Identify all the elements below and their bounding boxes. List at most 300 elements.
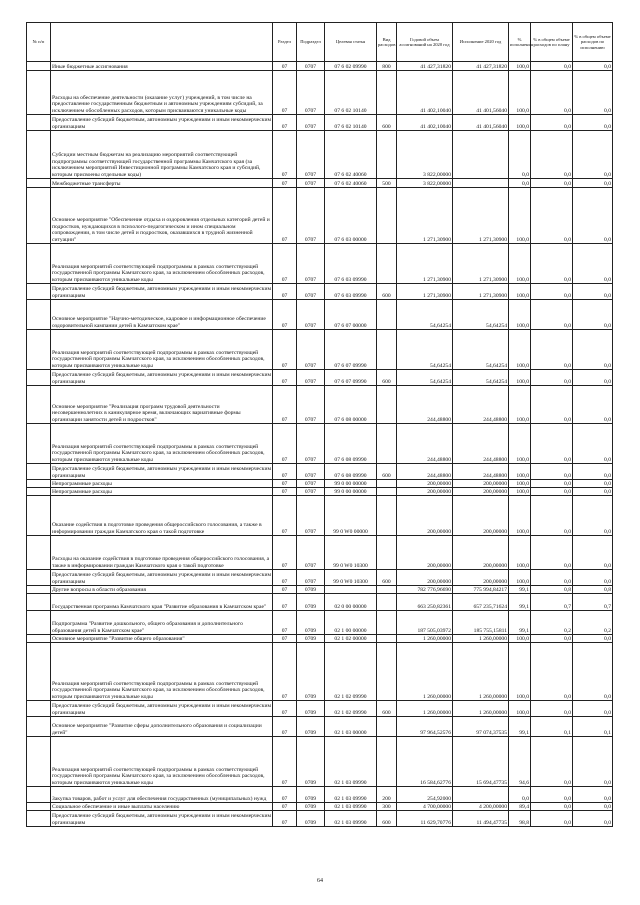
cell-target: 07 6 03 09990 xyxy=(325,284,377,300)
cell-podrazdel: 0709 xyxy=(297,803,325,811)
cell-num xyxy=(27,635,51,643)
cell-num xyxy=(27,300,51,330)
cell-share-exec: 0,0 xyxy=(573,811,613,827)
cell-vid xyxy=(377,488,397,496)
cell-num xyxy=(27,179,51,188)
cell-executed: 41 401,56040 xyxy=(453,115,509,131)
cell-share-plan: 0,0 xyxy=(531,635,573,643)
cell-executed xyxy=(453,787,509,803)
cell-num xyxy=(27,611,51,635)
cell-executed: 54,64254 xyxy=(453,370,509,386)
cell-podrazdel: 0707 xyxy=(297,496,325,536)
table-row xyxy=(27,62,613,71)
cell-pct: 100,0 xyxy=(509,284,531,300)
cell-num xyxy=(27,803,51,811)
cell-name: Закупка товаров, работ и услуг для обеспечения государственных (муниципальных) нужд xyxy=(51,787,273,803)
cell-target: 02 1 03 09990 xyxy=(325,803,377,811)
cell-razdel: 07 xyxy=(273,71,297,115)
cell-annual: 3 822,00000 xyxy=(397,179,453,188)
cell-vid xyxy=(377,71,397,115)
cell-num xyxy=(27,594,51,611)
header-podrazdel: Подраздел xyxy=(297,23,325,62)
cell-vid xyxy=(377,244,397,284)
cell-share-exec: 0,0 xyxy=(573,480,613,488)
cell-pct: 100,0 xyxy=(509,424,531,464)
cell-annual: 54,64254 xyxy=(397,370,453,386)
cell-share-exec: 0,0 xyxy=(573,488,613,496)
cell-share-plan: 0,0 xyxy=(531,787,573,803)
cell-share-exec: 0,0 xyxy=(573,284,613,300)
cell-executed: 200,00000 xyxy=(453,570,509,586)
cell-num xyxy=(27,131,51,179)
cell-vid xyxy=(377,300,397,330)
cell-name: Предоставление субсидий бюджетным, автономным учреждениям и иным некоммерческим организациям xyxy=(51,115,273,131)
header-pct: % исполнения xyxy=(509,23,531,62)
cell-target: 99 0 00 00000 xyxy=(325,488,377,496)
cell-share-exec: 0,0 xyxy=(573,115,613,131)
table-row xyxy=(27,179,613,188)
cell-target: 99 0 00 00000 xyxy=(325,480,377,488)
cell-target: 02 1 00 00000 xyxy=(325,611,377,635)
cell-pct: 100,0 xyxy=(509,188,531,244)
cell-share-exec: 0,0 xyxy=(573,701,613,717)
cell-razdel: 07 xyxy=(273,464,297,480)
cell-razdel: 07 xyxy=(273,480,297,488)
table-row xyxy=(27,71,613,115)
cell-num xyxy=(27,386,51,424)
cell-annual: 244,48800 xyxy=(397,424,453,464)
cell-num xyxy=(27,737,51,787)
cell-share-plan: 0,0 xyxy=(531,424,573,464)
cell-target: 07 6 03 09990 xyxy=(325,244,377,284)
cell-vid: 600 xyxy=(377,115,397,131)
cell-podrazdel: 0709 xyxy=(297,586,325,594)
cell-share-plan: 0,2 xyxy=(531,611,573,635)
cell-podrazdel: 0707 xyxy=(297,464,325,480)
cell-num xyxy=(27,62,51,71)
cell-target: 99 0 W0 10300 xyxy=(325,536,377,570)
cell-num xyxy=(27,188,51,244)
table-row xyxy=(27,284,613,300)
cell-target: 99 0 W0 10300 xyxy=(325,570,377,586)
cell-razdel: 07 xyxy=(273,586,297,594)
cell-name: Основное мероприятие "Научно-методическое, кадровое и информационное обеспечение оздоровительной кампании детей в Камчатском крае" xyxy=(51,300,273,330)
cell-name: Основное мероприятие "Реализация программ трудовой деятельности несовершеннолетних в каникулярное время, включающих вариативные формы организации занятости детей и подростков" xyxy=(51,386,273,424)
cell-razdel: 07 xyxy=(273,424,297,464)
cell-pct: 98,8 xyxy=(509,811,531,827)
cell-share-plan: 0,0 xyxy=(531,131,573,179)
cell-share-plan: 0,0 xyxy=(531,115,573,131)
cell-annual: 1 260,00000 xyxy=(397,701,453,717)
cell-executed xyxy=(453,179,509,188)
header-executed: Исполнение 2020 год xyxy=(453,23,509,62)
cell-share-exec: 0,0 xyxy=(573,803,613,811)
cell-vid xyxy=(377,594,397,611)
cell-pct: 100,0 xyxy=(509,480,531,488)
cell-razdel: 07 xyxy=(273,488,297,496)
cell-razdel: 07 xyxy=(273,179,297,188)
cell-vid xyxy=(377,188,397,244)
cell-podrazdel: 0707 xyxy=(297,300,325,330)
cell-vid: 600 xyxy=(377,570,397,586)
cell-vid: 600 xyxy=(377,701,397,717)
table-row xyxy=(27,635,613,643)
cell-razdel: 07 xyxy=(273,787,297,803)
cell-num xyxy=(27,330,51,370)
cell-name: Государственная программа Камчатского края "Развитие образования в Камчатском крае" xyxy=(51,594,273,611)
cell-share-plan: 0,0 xyxy=(531,179,573,188)
cell-target: 07 6 07 09990 xyxy=(325,330,377,370)
cell-name: Иные бюджетные ассигнования xyxy=(51,62,273,71)
cell-vid: 600 xyxy=(377,370,397,386)
cell-executed: 41 401,56040 xyxy=(453,71,509,115)
cell-annual: 187 505,03972 xyxy=(397,611,453,635)
table-row xyxy=(27,611,613,635)
cell-executed: 1 271,30900 xyxy=(453,244,509,284)
cell-executed: 185 755,15811 xyxy=(453,611,509,635)
cell-share-plan: 0,0 xyxy=(531,284,573,300)
cell-executed: 244,48800 xyxy=(453,386,509,424)
cell-share-exec: 0,0 xyxy=(573,188,613,244)
cell-razdel: 07 xyxy=(273,188,297,244)
cell-target: 07 6 07 09990 xyxy=(325,370,377,386)
cell-vid xyxy=(377,386,397,424)
cell-pct: 100,0 xyxy=(509,701,531,717)
cell-pct: 0,0 xyxy=(509,787,531,803)
cell-pct: 100,0 xyxy=(509,643,531,701)
cell-executed: 4 200,00000 xyxy=(453,803,509,811)
cell-podrazdel: 0707 xyxy=(297,330,325,370)
cell-share-exec: 0,0 xyxy=(573,570,613,586)
header-target: Целевая статья xyxy=(325,23,377,62)
cell-podrazdel: 0709 xyxy=(297,811,325,827)
table-row xyxy=(27,643,613,701)
cell-share-plan: 0,0 xyxy=(531,480,573,488)
cell-target: 99 0 W0 00000 xyxy=(325,496,377,536)
cell-share-plan: 0,8 xyxy=(531,586,573,594)
cell-num xyxy=(27,570,51,586)
cell-executed: 1 271,30900 xyxy=(453,284,509,300)
cell-name: Подпрограмма "Развитие дошкольного, общего образования и дополнительного образования детей в Камчатском крае" xyxy=(51,611,273,635)
cell-razdel: 07 xyxy=(273,131,297,179)
cell-share-plan: 0,0 xyxy=(531,386,573,424)
cell-vid xyxy=(377,496,397,536)
cell-share-exec: 0,2 xyxy=(573,611,613,635)
cell-share-plan: 0,0 xyxy=(531,188,573,244)
cell-podrazdel: 0707 xyxy=(297,188,325,244)
cell-target: 02 1 03 00000 xyxy=(325,717,377,737)
cell-razdel: 07 xyxy=(273,594,297,611)
cell-pct: 100,0 xyxy=(509,244,531,284)
cell-num xyxy=(27,811,51,827)
cell-target: 02 1 03 09990 xyxy=(325,787,377,803)
cell-annual: 200,00000 xyxy=(397,536,453,570)
cell-razdel: 07 xyxy=(273,370,297,386)
cell-podrazdel: 0709 xyxy=(297,701,325,717)
cell-name: Реализация мероприятий соответствующей подпрограммы в рамках соответствующей государственной программы Камчатского края, за исключением обособленных расходов, которым присваиваются уникальные коды xyxy=(51,330,273,370)
cell-num xyxy=(27,244,51,284)
cell-pct: 100,0 xyxy=(509,635,531,643)
cell-vid: 600 xyxy=(377,284,397,300)
cell-name: Реализация мероприятий соответствующей подпрограммы в рамках соответствующей государственной программы Камчатского края, за исключением обособленных расходов, которым присваиваются уникальные коды xyxy=(51,643,273,701)
cell-razdel: 07 xyxy=(273,717,297,737)
cell-target: 07 6 07 00000 xyxy=(325,300,377,330)
cell-share-plan: 0,7 xyxy=(531,594,573,611)
cell-annual: 4 700,00000 xyxy=(397,803,453,811)
cell-share-exec: 0,0 xyxy=(573,635,613,643)
cell-razdel: 07 xyxy=(273,284,297,300)
cell-pct: 0,0 xyxy=(509,179,531,188)
cell-share-exec: 0,0 xyxy=(573,62,613,71)
cell-vid xyxy=(377,424,397,464)
cell-name: Предоставление субсидий бюджетным, автономным учреждениям и иным некоммерческим организациям xyxy=(51,570,273,586)
table-row xyxy=(27,536,613,570)
cell-pct: 99,1 xyxy=(509,586,531,594)
cell-num xyxy=(27,115,51,131)
cell-podrazdel: 0709 xyxy=(297,611,325,635)
cell-vid: 600 xyxy=(377,464,397,480)
cell-share-plan: 0,0 xyxy=(531,701,573,717)
cell-target: 02 1 03 09990 xyxy=(325,737,377,787)
cell-podrazdel: 0707 xyxy=(297,284,325,300)
table-row xyxy=(27,131,613,179)
cell-num xyxy=(27,586,51,594)
cell-executed xyxy=(453,131,509,179)
cell-name: Расходы на оказание содействия в подготовке проведения общероссийского голосования, а также в информировании граждан Камчатского края о такой подготовке xyxy=(51,536,273,570)
table-row xyxy=(27,244,613,284)
cell-share-plan: 0,0 xyxy=(531,71,573,115)
cell-vid xyxy=(377,635,397,643)
cell-vid xyxy=(377,131,397,179)
table-row xyxy=(27,370,613,386)
cell-executed: 1 260,00000 xyxy=(453,643,509,701)
cell-pct: 100,0 xyxy=(509,570,531,586)
cell-name: Реализация мероприятий соответствующей подпрограммы в рамках соответствующей государственной программы Камчатского края, за исключением обособленных расходов, которым присваиваются уникальные коды xyxy=(51,424,273,464)
cell-annual: 41 427,31820 xyxy=(397,62,453,71)
cell-share-exec: 0,0 xyxy=(573,787,613,803)
table-row xyxy=(27,188,613,244)
cell-podrazdel: 0707 xyxy=(297,131,325,179)
cell-podrazdel: 0707 xyxy=(297,570,325,586)
cell-annual: 97 964,52576 xyxy=(397,717,453,737)
cell-vid: 600 xyxy=(377,811,397,827)
cell-podrazdel: 0707 xyxy=(297,386,325,424)
table-row xyxy=(27,386,613,424)
cell-share-plan: 0,0 xyxy=(531,643,573,701)
cell-razdel: 07 xyxy=(273,330,297,370)
cell-executed: 54,64254 xyxy=(453,300,509,330)
cell-num xyxy=(27,536,51,570)
cell-podrazdel: 0707 xyxy=(297,115,325,131)
cell-razdel: 07 xyxy=(273,386,297,424)
cell-num xyxy=(27,701,51,717)
cell-vid xyxy=(377,643,397,701)
cell-num xyxy=(27,643,51,701)
cell-pct: 100,0 xyxy=(509,488,531,496)
cell-annual: 200,00000 xyxy=(397,488,453,496)
header-vid: Вид расходов xyxy=(377,23,397,62)
cell-name: Предоставление субсидий бюджетным, автономным учреждениям и иным некоммерческим организациям xyxy=(51,464,273,480)
cell-pct: 99,1 xyxy=(509,717,531,737)
cell-executed: 15 694,47735 xyxy=(453,737,509,787)
cell-pct: 99,1 xyxy=(509,594,531,611)
cell-annual: 3 822,00000 xyxy=(397,131,453,179)
table-row xyxy=(27,737,613,787)
cell-podrazdel: 0707 xyxy=(297,370,325,386)
cell-pct: 100,0 xyxy=(509,370,531,386)
cell-target xyxy=(325,586,377,594)
header-num: № п/п xyxy=(27,23,51,62)
table-row xyxy=(27,803,613,811)
cell-executed: 200,00000 xyxy=(453,488,509,496)
table-row xyxy=(27,570,613,586)
cell-razdel: 07 xyxy=(273,570,297,586)
cell-target: 02 1 02 00000 xyxy=(325,635,377,643)
cell-executed: 244,48800 xyxy=(453,464,509,480)
cell-podrazdel: 0707 xyxy=(297,71,325,115)
cell-podrazdel: 0707 xyxy=(297,424,325,464)
cell-num xyxy=(27,496,51,536)
cell-podrazdel: 0707 xyxy=(297,62,325,71)
cell-executed: 97 074,37535 xyxy=(453,717,509,737)
cell-name: Основное мероприятие "Развитие сферы дополнительного образования и социализации детей" xyxy=(51,717,273,737)
cell-vid xyxy=(377,737,397,787)
cell-name: Субсидии местным бюджетам на реализацию мероприятий соответствующей подпрограммы соответствующей государственной программы Камчатского края (за исключением мероприятий Инвестиционной программы Камчатского края и субсидий, которым присвоены отдельные коды) xyxy=(51,131,273,179)
cell-annual: 1 260,00000 xyxy=(397,643,453,701)
cell-vid xyxy=(377,717,397,737)
cell-annual: 11 629,70776 xyxy=(397,811,453,827)
table-row xyxy=(27,701,613,717)
cell-name: Другие вопросы в области образования xyxy=(51,586,273,594)
cell-share-exec: 0,7 xyxy=(573,594,613,611)
cell-pct: 100,0 xyxy=(509,300,531,330)
cell-podrazdel: 0707 xyxy=(297,244,325,284)
budget-table xyxy=(26,22,613,827)
cell-target: 07 6 02 09990 xyxy=(325,62,377,71)
cell-pct: 100,0 xyxy=(509,115,531,131)
cell-annual: 782 776,96690 xyxy=(397,586,453,594)
header-name xyxy=(51,23,273,62)
cell-target: 07 6 02 40060 xyxy=(325,131,377,179)
cell-annual: 254,92000 xyxy=(397,787,453,803)
cell-num xyxy=(27,488,51,496)
cell-executed: 41 427,31820 xyxy=(453,62,509,71)
cell-num xyxy=(27,424,51,464)
cell-share-plan: 0,0 xyxy=(531,536,573,570)
cell-executed: 1 260,00000 xyxy=(453,701,509,717)
cell-pct: 100,0 xyxy=(509,464,531,480)
cell-executed: 200,00000 xyxy=(453,480,509,488)
budget-sheet xyxy=(26,22,612,827)
cell-annual: 54,64254 xyxy=(397,300,453,330)
cell-num xyxy=(27,71,51,115)
table-row xyxy=(27,594,613,611)
cell-share-plan: 0,0 xyxy=(531,464,573,480)
cell-vid: 200 xyxy=(377,787,397,803)
cell-vid xyxy=(377,611,397,635)
cell-podrazdel: 0707 xyxy=(297,179,325,188)
cell-share-plan: 0,0 xyxy=(531,811,573,827)
cell-share-plan: 0,0 xyxy=(531,488,573,496)
cell-name: Предоставление субсидий бюджетным, автономным учреждениям и иным некоммерческим организациям xyxy=(51,811,273,827)
cell-annual: 200,00000 xyxy=(397,570,453,586)
cell-share-exec: 0,0 xyxy=(573,330,613,370)
cell-razdel: 07 xyxy=(273,536,297,570)
cell-target: 07 6 08 00000 xyxy=(325,386,377,424)
cell-podrazdel: 0709 xyxy=(297,635,325,643)
cell-share-exec: 0,0 xyxy=(573,244,613,284)
cell-annual: 663 250,82361 xyxy=(397,594,453,611)
cell-annual: 244,48800 xyxy=(397,464,453,480)
cell-executed: 775 994,84217 xyxy=(453,586,509,594)
table-row xyxy=(27,115,613,131)
table-row xyxy=(27,424,613,464)
cell-pct: 100,0 xyxy=(509,62,531,71)
header-annual: Годовой объем ассигнований на 2020 год xyxy=(397,23,453,62)
cell-share-plan: 0,0 xyxy=(531,803,573,811)
cell-name: Реализация мероприятий соответствующей подпрограммы в рамках соответствующей государственной программы Камчатского края, за исключением обособленных расходов, которым присваиваются уникальные коды xyxy=(51,244,273,284)
cell-share-exec: 0,1 xyxy=(573,717,613,737)
cell-num xyxy=(27,370,51,386)
table-body xyxy=(27,62,613,827)
cell-name: Реализация мероприятий соответствующей подпрограммы в рамках соответствующей государственной программы Камчатского края, за исключением обособленных расходов, которым присваиваются уникальные коды xyxy=(51,737,273,787)
cell-razdel: 07 xyxy=(273,62,297,71)
header-razdel: Раздел xyxy=(273,23,297,62)
table-row xyxy=(27,330,613,370)
cell-target: 02 1 03 09990 xyxy=(325,811,377,827)
cell-share-exec: 0,0 xyxy=(573,300,613,330)
cell-target: 02 0 00 00000 xyxy=(325,594,377,611)
cell-share-exec: 0,0 xyxy=(573,179,613,188)
cell-share-plan: 0,0 xyxy=(531,737,573,787)
cell-share-exec: 0,0 xyxy=(573,370,613,386)
table-row xyxy=(27,811,613,827)
cell-vid: 300 xyxy=(377,803,397,811)
cell-razdel: 07 xyxy=(273,803,297,811)
cell-pct: 99,1 xyxy=(509,611,531,635)
cell-vid: 500 xyxy=(377,179,397,188)
cell-razdel: 07 xyxy=(273,737,297,787)
cell-name: Предоставление субсидий бюджетным, автономным учреждениям и иным некоммерческим организациям xyxy=(51,284,273,300)
cell-razdel: 07 xyxy=(273,300,297,330)
cell-pct: 100,0 xyxy=(509,386,531,424)
cell-razdel: 07 xyxy=(273,611,297,635)
cell-pct: 94,6 xyxy=(509,737,531,787)
cell-share-plan: 0,0 xyxy=(531,244,573,284)
cell-share-exec: 0,0 xyxy=(573,536,613,570)
cell-vid xyxy=(377,480,397,488)
cell-vid: 800 xyxy=(377,62,397,71)
cell-vid xyxy=(377,330,397,370)
cell-razdel: 07 xyxy=(273,635,297,643)
cell-annual: 1 271,30900 xyxy=(397,188,453,244)
table-row xyxy=(27,787,613,803)
cell-razdel: 07 xyxy=(273,811,297,827)
header-share-plan: % в общем объеме расходов по плану xyxy=(531,23,573,62)
cell-executed: 11 494,47735 xyxy=(453,811,509,827)
cell-num xyxy=(27,284,51,300)
cell-annual: 200,00000 xyxy=(397,480,453,488)
cell-share-plan: 0,0 xyxy=(531,330,573,370)
cell-name: Расходы на обеспечение деятельности (оказание услуг) учреждений, в том числе на предоставление государственным бюджетным и автономным учреждениям субсидий, за исключением обособленных расходов, которым присваиваются уникальные коды xyxy=(51,71,273,115)
cell-target: 07 6 02 40060 xyxy=(325,179,377,188)
cell-executed: 1 260,00000 xyxy=(453,635,509,643)
table-row xyxy=(27,586,613,594)
cell-podrazdel: 0709 xyxy=(297,717,325,737)
cell-share-exec: 0,8 xyxy=(573,586,613,594)
cell-podrazdel: 0707 xyxy=(297,536,325,570)
cell-target: 02 1 02 09990 xyxy=(325,701,377,717)
